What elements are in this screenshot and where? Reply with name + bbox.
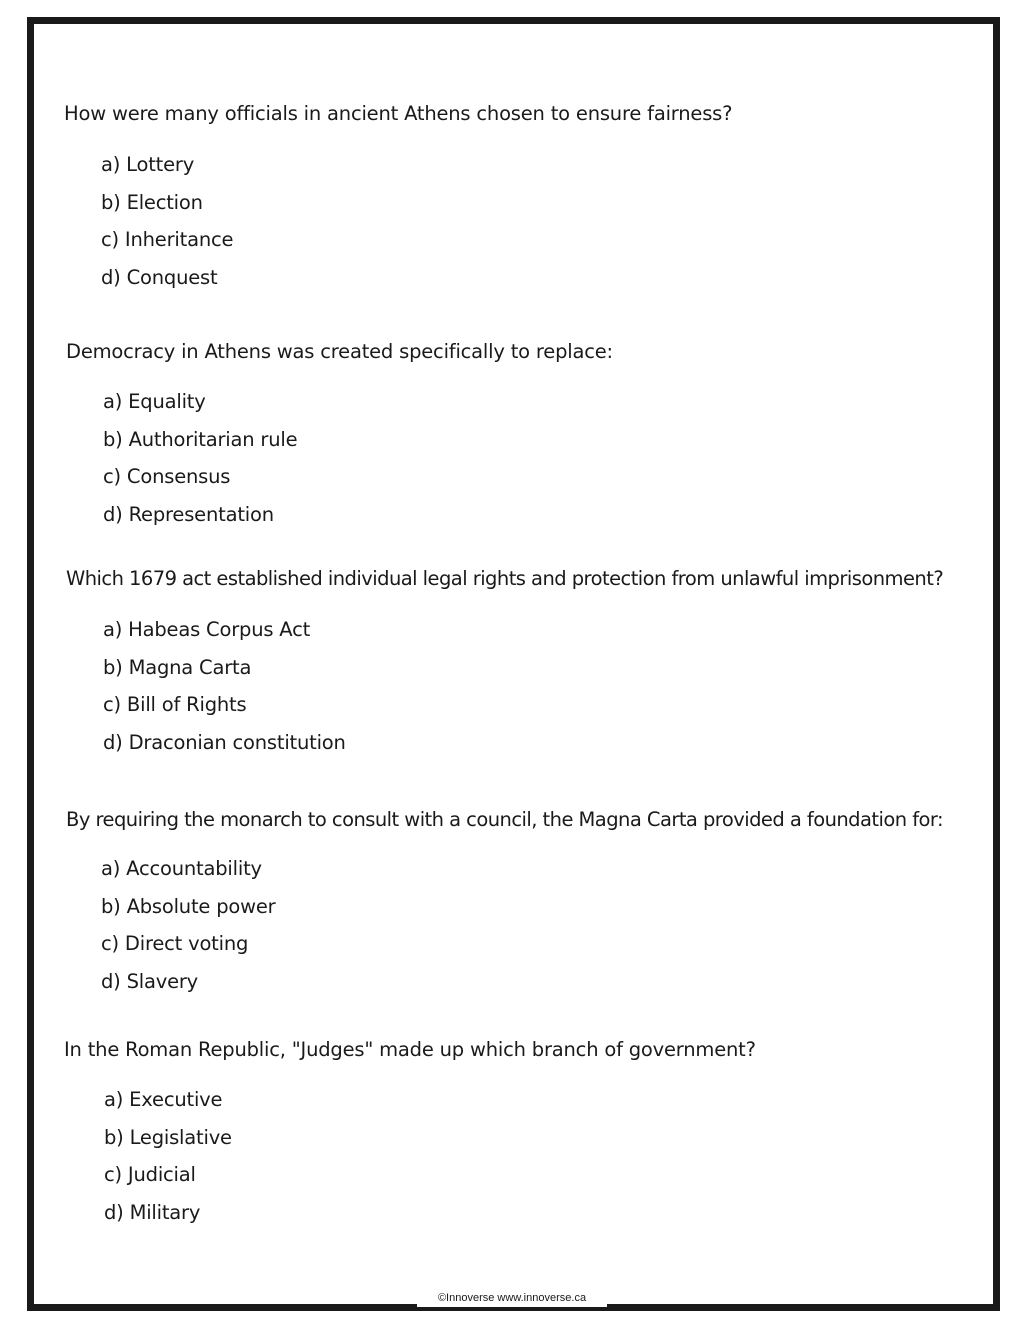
question-4-option-d: d) Slavery — [101, 969, 199, 993]
question-1-option-c: c) Inheritance — [101, 228, 234, 252]
question-4-option-c: c) Direct voting — [101, 932, 249, 956]
question-3-option-a: a) Habeas Corpus Act — [103, 618, 311, 641]
question-1-option-b: b) Election — [101, 190, 203, 214]
question-4-option-a: a) Accountability — [101, 857, 262, 880]
question-1-text: How were many officials in ancient Athens chosen to ensure fairness? — [64, 102, 733, 125]
question-2-option-d: d) Representation — [103, 502, 274, 526]
question-1-option-a: a) Lottery — [101, 153, 195, 176]
question-3-text: Which 1679 act established individual legal rights and protection from unlawful imprisonment? — [66, 567, 944, 590]
question-5-option-a: a) Executive — [104, 1088, 223, 1111]
question-3-options — [103, 618, 346, 768]
question-4-option-b: b) Absolute power — [101, 894, 276, 918]
question-5-option-b: b) Legislative — [104, 1125, 232, 1149]
question-3-option-c: c) Bill of Rights — [103, 693, 247, 717]
footer-copyright: ©Innoverse www.innoverse.ca — [417, 1289, 607, 1307]
question-3-option-d: d) Draconian constitution — [103, 730, 346, 754]
question-5-options — [104, 1088, 232, 1238]
question-5-text: In the Roman Republic, "Judges" made up which branch of government? — [64, 1038, 756, 1061]
question-2-option-b: b) Authoritarian rule — [103, 427, 298, 451]
question-2-options — [103, 390, 297, 540]
question-4-options — [101, 857, 275, 1007]
question-5-option-d: d) Military — [104, 1200, 201, 1224]
question-4-text: By requiring the monarch to consult with a council, the Magna Carta provided a foundation for: — [66, 808, 944, 831]
question-2-option-a: a) Equality — [103, 390, 206, 413]
question-2-text: Democracy in Athens was created specifically to replace: — [66, 340, 613, 363]
question-3-option-b: b) Magna Carta — [103, 655, 252, 679]
question-5-option-c: c) Judicial — [104, 1163, 196, 1187]
question-2-option-c: c) Consensus — [103, 465, 231, 489]
question-1-option-d: d) Conquest — [101, 265, 218, 289]
question-1-options — [101, 153, 233, 303]
